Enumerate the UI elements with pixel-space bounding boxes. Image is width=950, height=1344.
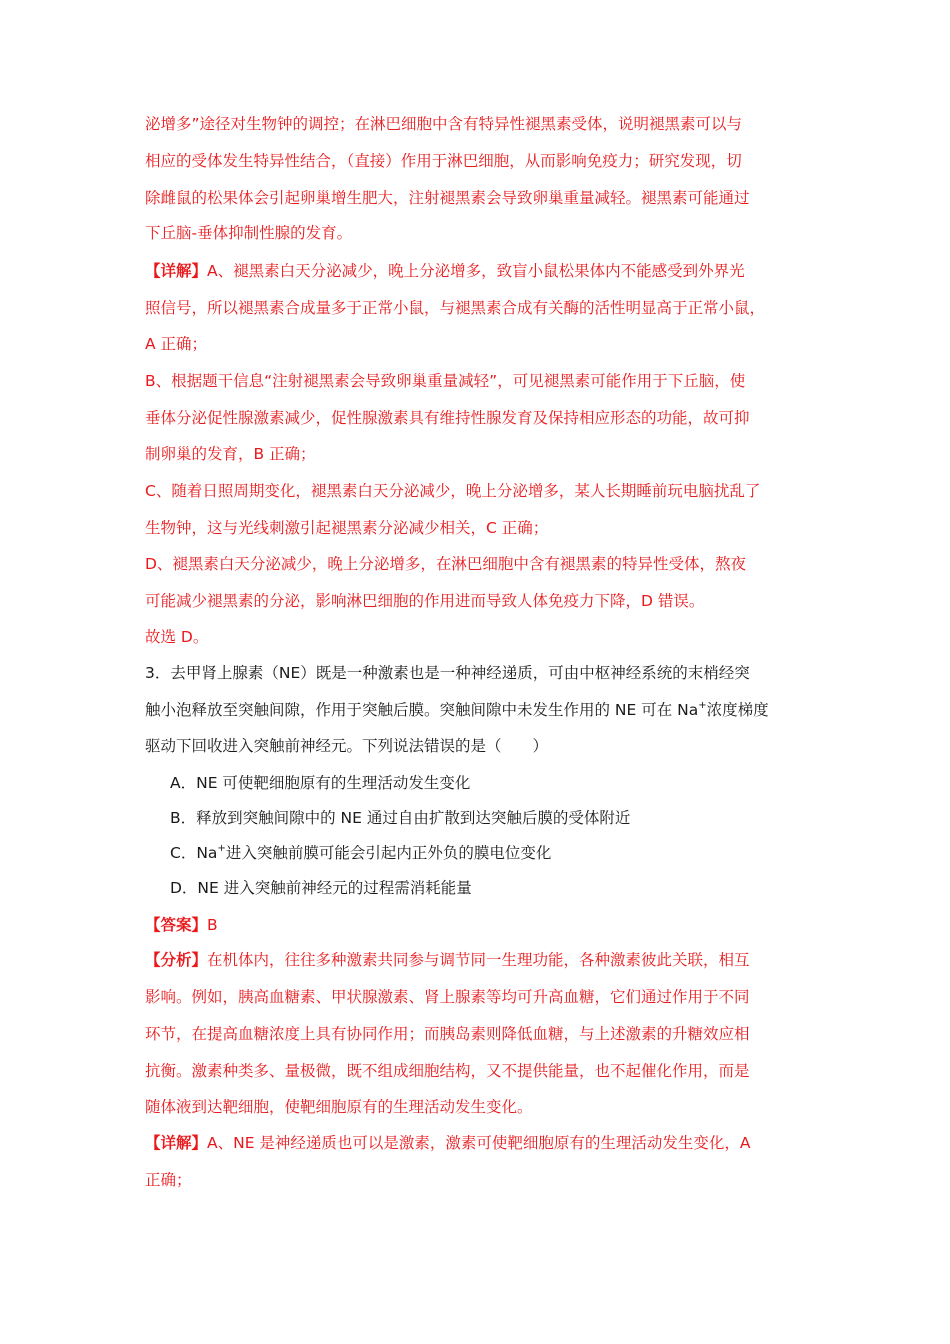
text-line	[145, 151, 825, 171]
line-text: 除雌鼠的松果体会引起卵巢增生肥大，注射褪黑素会导致卵巢重量减轻。褪黑素可能通过	[145, 189, 750, 207]
section-tag: 【答案】	[145, 916, 208, 934]
text-line	[145, 261, 825, 281]
line-text: A、NE 是神经递质也可以是激素，激素可使靶细胞原有的生理活动发生变化，A	[207, 1134, 751, 1152]
superscript: +	[217, 842, 226, 854]
superscript: +	[698, 699, 707, 711]
text-line	[145, 223, 825, 243]
text-line	[145, 481, 825, 501]
text-line	[145, 950, 825, 970]
text-line	[145, 1097, 825, 1117]
text-line	[145, 700, 825, 720]
text-line	[145, 188, 825, 208]
line-text: 3．去甲肾上腺素（NE）既是一种激素也是一种神经递质，可由中枢神经系统的末梢经突	[145, 664, 750, 682]
text-line	[145, 736, 825, 756]
line-text: 生物钟，这与光线刺激引起褪黑素分泌减少相关，C 正确；	[145, 519, 549, 537]
text-line	[145, 408, 825, 428]
text-line	[145, 627, 825, 647]
line-text: 在机体内，往往多种激素共同参与调节同一生理功能，各种激素彼此关联，相互	[207, 951, 750, 969]
text-line	[145, 371, 825, 391]
line-text: 泌增多”途径对生物钟的调控；在淋巴细胞中含有特异性褪黑素受体，说明褪黑素可以与	[145, 115, 743, 133]
text-line	[145, 663, 825, 683]
text-line	[145, 1061, 825, 1081]
option-line	[170, 773, 850, 793]
line-text: B．释放到突触间隙中的 NE 通过自由扩散到达突触后膜的受体附近	[170, 809, 631, 827]
option-line	[170, 843, 850, 863]
line-text: 正确；	[145, 1171, 192, 1189]
text-line	[145, 444, 825, 464]
option-line	[170, 808, 850, 828]
option-line	[170, 878, 850, 898]
line-text: 相应的受体发生特异性结合，（直接）作用于淋巴细胞，从而影响免疫力；研究发现，切	[145, 152, 742, 170]
line-text: 下丘脑-垂体抑制性腺的发育。	[145, 224, 353, 242]
line-text: 影响。例如，胰高血糖素、甲状腺激素、肾上腺素等均可升高血糖，它们通过作用于不同	[145, 988, 750, 1006]
line-text: 制卵巢的发育，B 正确；	[145, 445, 316, 463]
text-line	[145, 1024, 825, 1044]
line-text: 驱动下回收进入突触前神经元。下列说法错误的是（ ）	[145, 737, 549, 755]
line-text: 可能减少褪黑素的分泌，影响淋巴细胞的作用进而导致人体免疫力下降，D 错误。	[145, 592, 705, 610]
line-text: A．NE 可使靶细胞原有的生理活动发生变化	[170, 774, 471, 792]
section-tag: 【详解】	[145, 1134, 208, 1152]
text-line	[145, 1133, 825, 1153]
line-text: 故选 D。	[145, 628, 209, 646]
section-tag: 【详解】	[145, 262, 208, 280]
line-text: 垂体分泌促性腺激素减少，促性腺激素具有维持性腺发育及保持相应形态的功能，故可抑	[145, 409, 750, 427]
text-line	[145, 915, 825, 935]
text-line	[145, 987, 825, 1007]
line-text-pre: 触小泡释放至突触间隙，作用于突触后膜。突触间隙中未发生作用的 NE 可在 Na	[145, 701, 699, 719]
line-text: D、褪黑素白天分泌减少，晚上分泌增多，在淋巴细胞中含有褪黑素的特异性受体，熬夜	[145, 555, 746, 573]
line-text: D．NE 进入突触前神经元的过程需消耗能量	[170, 879, 472, 897]
section-tag: 【分析】	[145, 951, 208, 969]
text-line	[145, 518, 825, 538]
text-line	[145, 334, 825, 354]
line-text: C、随着日照周期变化，褪黑素白天分泌减少，晚上分泌增多，某人长期睡前玩电脑扰乱了	[145, 482, 761, 500]
line-text: 浓度梯度	[706, 701, 769, 719]
line-text: B	[207, 916, 218, 934]
line-text: 照信号，所以褪黑素合成量多于正常小鼠，与褪黑素合成有关酶的活性明显高于正常小鼠，	[145, 299, 766, 317]
text-line	[145, 1170, 825, 1190]
line-text: 随体液到达靶细胞，使靶细胞原有的生理活动发生变化。	[145, 1098, 533, 1116]
line-text-pre: C．Na	[170, 844, 218, 862]
line-text: 环节，在提高血糖浓度上具有协同作用；而胰岛素则降低血糖，与上述激素的升糖效应相	[145, 1025, 750, 1043]
text-line	[145, 591, 825, 611]
text-line	[145, 114, 825, 134]
line-text: 抗衡。激素种类多、量极微，既不组成细胞结构，又不提供能量，也不起催化作用，而是	[145, 1062, 750, 1080]
line-text: 进入突触前膜可能会引起内正外负的膜电位变化	[225, 844, 552, 862]
text-line	[145, 554, 825, 574]
line-text: B、根据题干信息“注射褪黑素会导致卵巢重量减轻”，可见褪黑素可能作用于下丘脑，使	[145, 372, 746, 390]
line-text: A 正确；	[145, 335, 208, 353]
text-line	[145, 298, 825, 318]
line-text: A、褪黑素白天分泌减少，晚上分泌增多，致盲小鼠松果体内不能感受到外界光	[207, 262, 745, 280]
